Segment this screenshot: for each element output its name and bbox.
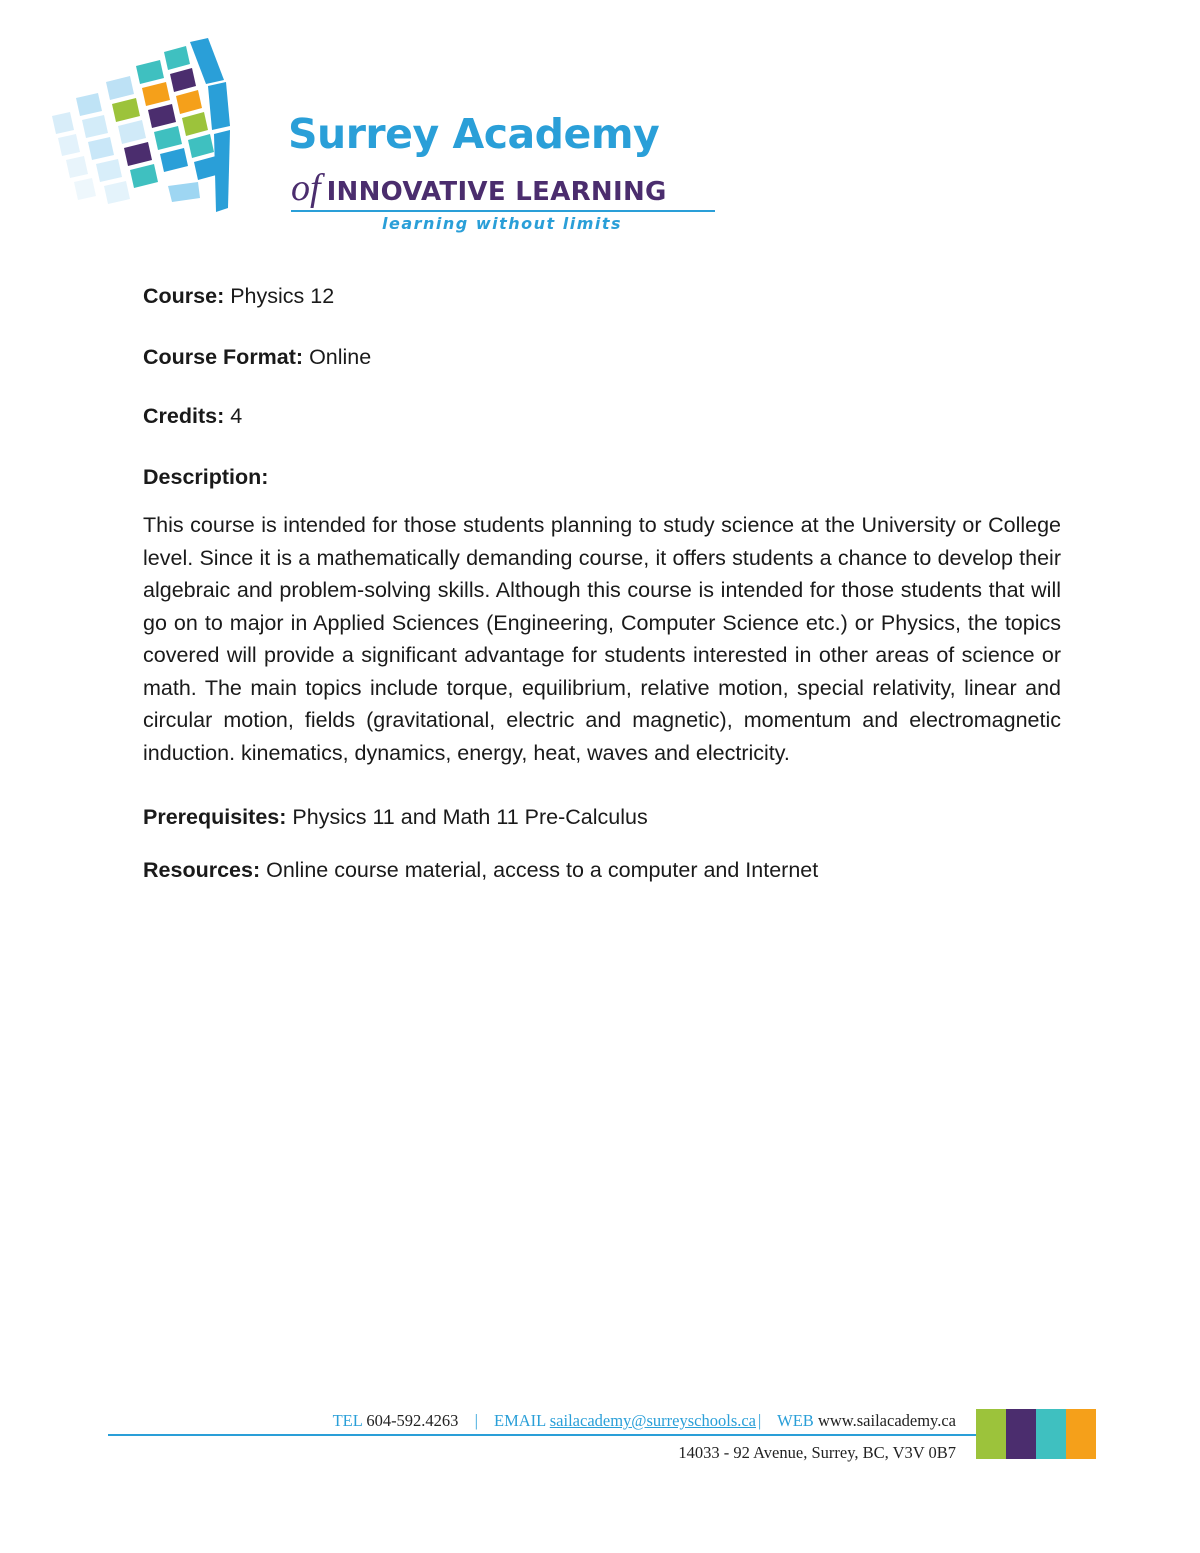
resources-field: [143, 854, 1061, 887]
email-link[interactable]: sailacademy@surreyschools.ca: [549, 1411, 757, 1430]
footer-contact: [333, 1411, 956, 1431]
prerequisites-label: Prerequisites:: [143, 805, 287, 829]
course-field: [143, 280, 1061, 313]
footer-separator: |: [758, 1411, 762, 1430]
course-format-label: Course Format:: [143, 344, 304, 369]
course-format-field: [143, 341, 1061, 374]
footer-color-swatches: [976, 1409, 1096, 1459]
resources-label: Resources:: [143, 857, 261, 882]
logo-tagline: learning without limits: [382, 214, 623, 233]
credits-label: Credits:: [143, 404, 225, 428]
credits-field: [143, 400, 1061, 433]
logo-subtitle: [291, 166, 667, 210]
logo-of-word: of: [291, 167, 321, 209]
logo-mosaic-icon: [48, 36, 238, 216]
email-label: EMAIL: [494, 1411, 546, 1430]
tel-number: 604-592.4263: [366, 1411, 459, 1430]
academy-logo: [48, 36, 688, 233]
course-details: [143, 280, 1061, 886]
green-swatch: [976, 1409, 1006, 1459]
footer-address: 14033 - 92 Avenue, Surrey, BC, V3V 0B7: [678, 1443, 956, 1462]
web-address: www.sailacademy.ca: [817, 1411, 956, 1430]
description-text: This course is intended for those students planning to study science at the University or College level. Since it is a mathematically demanding course, it offers students a chance to develop their algebraic and problem-solving skills. Although this course is intended for those students that will go on to major in Applied Sciences (Engineering, Computer Science etc.) or Physics, the topics covered will provide a significant advantage for students interested in other areas of science or math. The main topics include torque, equilibrium, relative motion, special relativity, linear and circular motion, fields (gravitational, electric and magnetic), momentum and electromagnetic induction. kinematics, dynamics, energy, heat, waves and electricity.: [143, 513, 1061, 765]
course-label: Course:: [143, 284, 225, 308]
description-heading: Description:: [143, 464, 269, 489]
resources-value: Online course material, access to a computer and Internet: [266, 857, 819, 882]
logo-title: Surrey Academy: [288, 110, 660, 158]
tel-label: TEL: [332, 1411, 363, 1430]
footer-divider: [108, 1434, 978, 1436]
footer-separator: |: [474, 1411, 478, 1430]
purple-swatch: [1006, 1409, 1036, 1459]
teal-swatch: [1036, 1409, 1066, 1459]
logo-divider: [291, 210, 715, 212]
prerequisites-field: [143, 801, 1061, 834]
orange-swatch: [1066, 1409, 1096, 1459]
credits-value: 4: [230, 404, 243, 428]
web-label: WEB: [777, 1411, 814, 1430]
prerequisites-value: Physics 11 and Math 11 Pre-Calculus: [292, 805, 648, 829]
course-format-value: Online: [309, 344, 372, 369]
logo-innovative-learning: INNOVATIVE LEARNING: [326, 177, 667, 207]
course-value: Physics 12: [230, 284, 335, 308]
